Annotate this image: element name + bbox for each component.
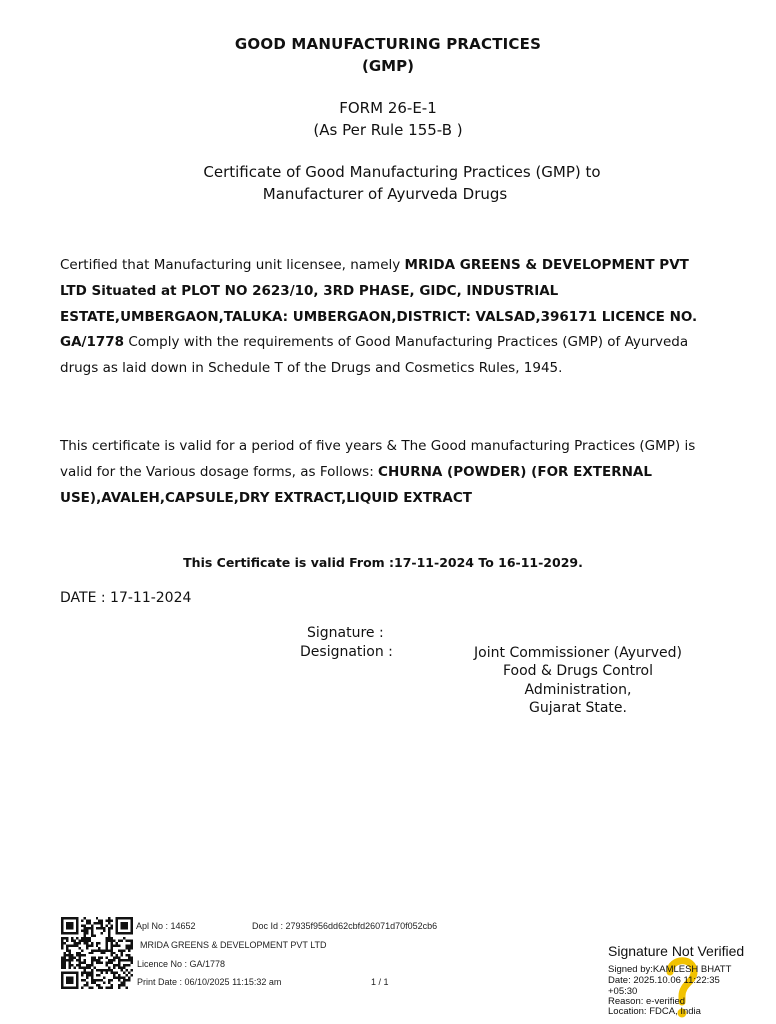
qr-code-icon [61,917,133,989]
certificate-heading-line2: Manufacturer of Ayurveda Drugs [262,185,508,203]
officer-line-4: Gujarat State. [529,699,627,716]
document-title: GOOD MANUFACTURING PRACTICES [234,35,542,53]
document-title-abbrev: (GMP) [362,57,414,75]
validity-paragraph [60,434,720,511]
signature-label: Signature : [307,625,384,641]
certificate-heading-line1: Certificate of Good Manufacturing Practices (GMP) to [203,163,601,181]
signature-date: Date: 2025.10.06 11:22:35 [608,975,720,986]
signature-timezone: +05:30 [608,986,638,997]
dosage-forms: CHURNA (POWDER) (FOR EXTERNAL USE),AVALEH,CAPSULE,DRY EXTRACT,LIQUID EXTRACT [60,463,652,506]
page-number: 1 / 1 [371,977,389,987]
signature-reason: Reason: e-verified [608,996,686,1007]
certification-paragraph [60,253,720,382]
form-number: FORM 26-E-1 [339,99,437,117]
signed-by: Signed by:KAMLESH BHATT [608,964,732,975]
validity-lead-text: This certificate is valid for a period of five years & The Good manufacturing Practices (GMP) is valid for the Various dosage forms, as Follows: [60,438,696,480]
signature-status: Signature Not Verified [608,943,745,959]
validity-period: This Certificate is valid From :17-11-2024 To 16-11-2029. [183,555,583,570]
officer-line-2: Food & Drugs Control [502,663,654,680]
designation-label: Designation : [300,644,393,660]
document-id: Doc Id : 27935f956dd62cbfd26071d70f052cb6 [252,921,438,931]
print-date: Print Date : 06/10/2025 11:15:32 am [137,977,282,987]
company-name: MRIDA GREENS & DEVELOPMENT PVT LTD [140,940,327,950]
officer-line-1: Joint Commissioner (Ayurved) [474,645,682,661]
licensee-details: MRIDA GREENS & DEVELOPMENT PVT LTD Situated at PLOT NO 2623/10, 3RD PHASE, GIDC, INDUSTRIAL ESTATE,UMBERGAON,TALUKA: UMBERGAON,DISTRICT: VALSAD,396171 LICENCE NO. GA/1778 [60,257,698,351]
application-number: Apl No : 14652 [136,921,196,931]
form-rule: (As Per Rule 155-B ) [313,121,463,139]
issue-date: DATE : 17-11-2024 [60,590,192,606]
certification-lead-text: Certified that Manufacturing unit licensee, namely [60,257,405,273]
compliance-text: Comply with the requirements of Good Manufacturing Practices (GMP) of Ayurveda drugs as laid down in Schedule T of the Drugs and Cosmetics Rules, 1945. [60,334,689,377]
officer-designation [440,644,716,717]
officer-line-3: Administration, [524,681,632,698]
licence-number: Licence No : GA/1778 [137,959,226,969]
signature-location: Location: FDCA, India [608,1006,701,1017]
